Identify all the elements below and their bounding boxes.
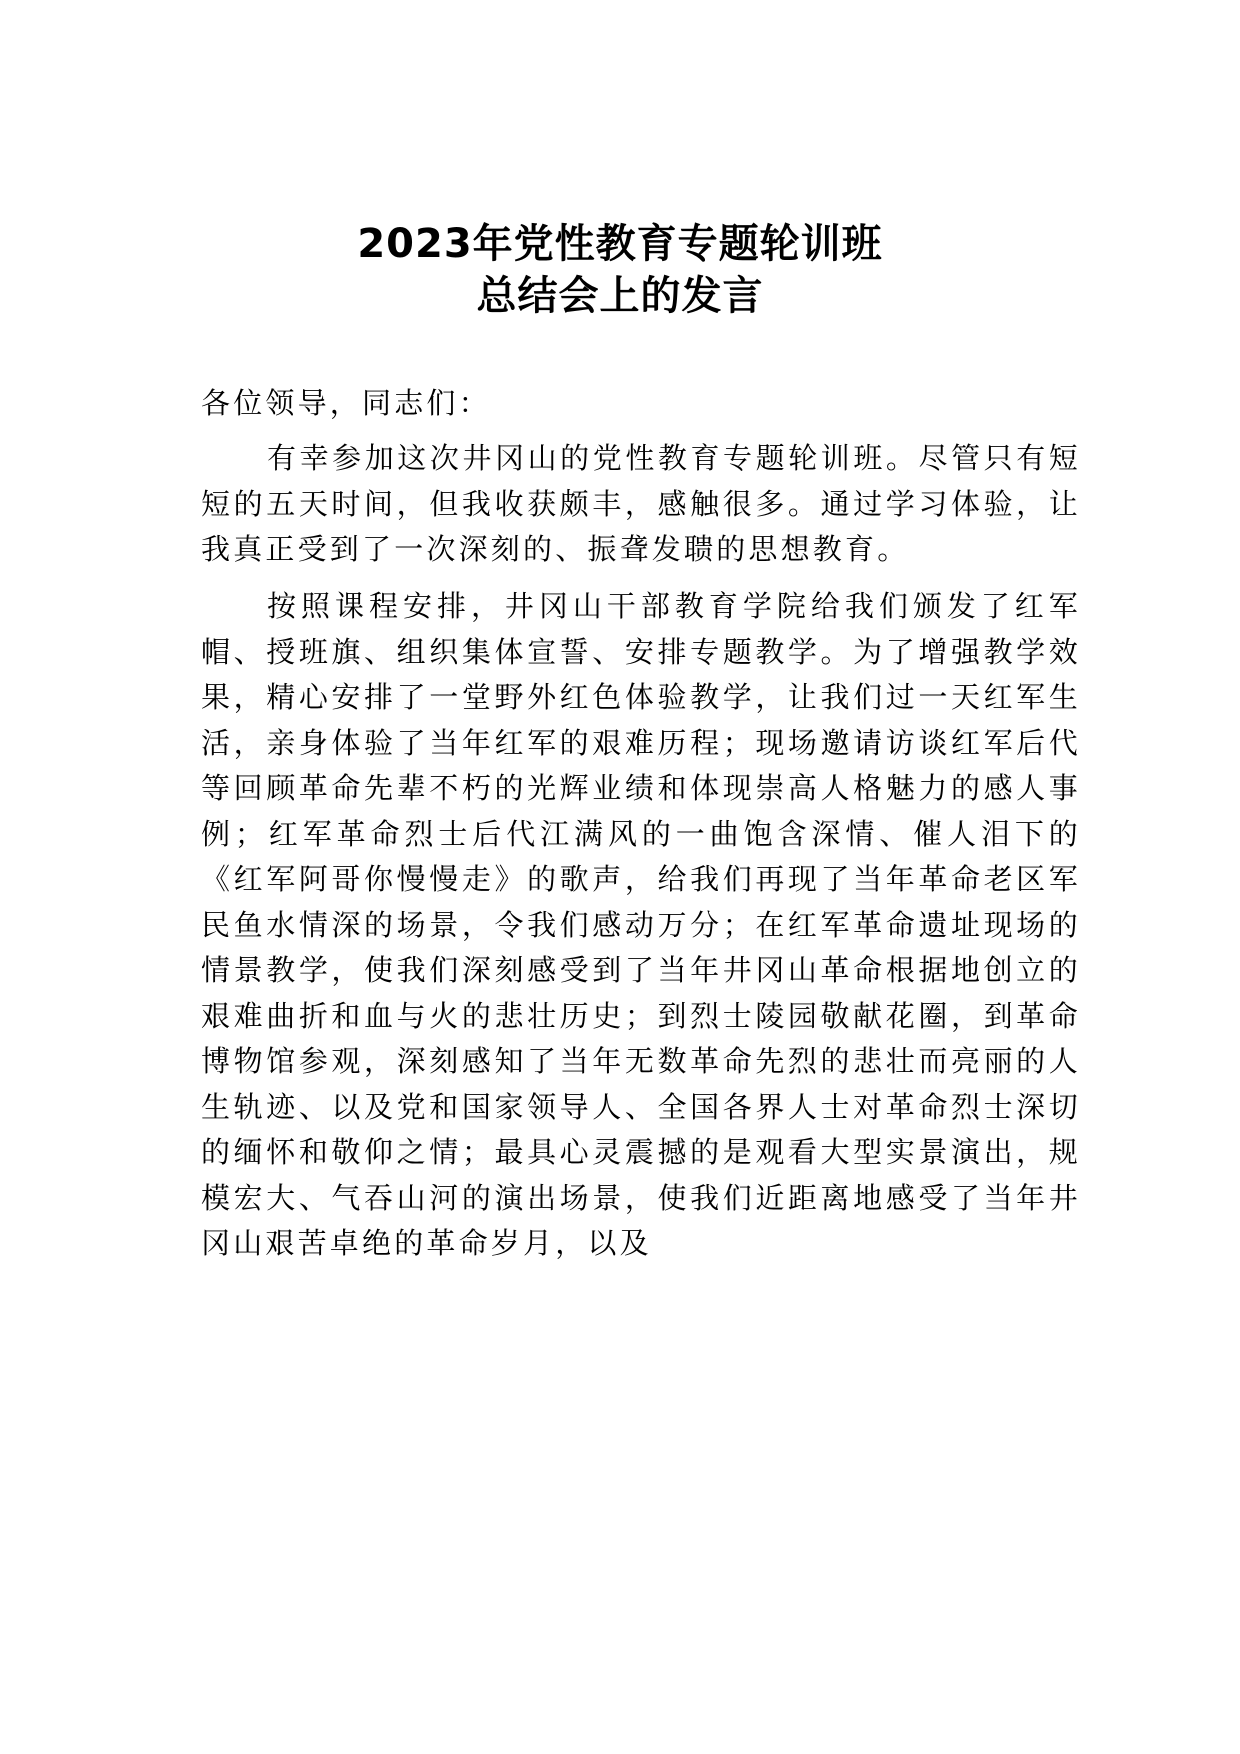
document-title-line-1: 2023年党性教育专题轮训班 — [357, 221, 883, 267]
salutation: 各位领导，同志们： — [201, 386, 491, 420]
paragraph-2: 按照课程安排，井冈山干部教育学院给我们颁发了红军帽、授班旗、组织集体宣誓、安排专题教学。为了增强教学效果，精心安排了一堂野外红色体验教学，让我们过一天红军生活，亲身体验了当年红军的艰难历程；现场邀请访谈红军后代等回顾革命先辈不朽的光辉业绩和体现崇高人格魅力的感人事例；红军革命烈士后代江满风的一曲饱含深情、催人泪下的《红军阿哥你慢慢走》的歌声，给我们再现了当年革命老区军民鱼水情深的场景，令我们感动万分；在红军革命遗址现场的情景教学，使我们深刻感受到了当年井冈山革命根据地创立的艰难曲折和血与火的悲壮历史；到烈士陵园敬献花圈，到革命博物馆参观，深刻感知了当年无数革命先烈的悲壮而亮丽的人生轨迹、以及党和国家领导人、全国各界人士对革命烈士深切的缅怀和敬仰之情；最具心灵震撼的是观看大型实景演出，规模宏大、气吞山河的演出场景，使我们近距离地感受了当年井冈山艰苦卓绝的革命岁月，以及 — [201, 589, 1081, 1260]
paragraph-1: 有幸参加这次井冈山的党性教育专题轮训班。尽管只有短短的五天时间，但我收获颇丰，感触很多。通过学习体验，让我真正受到了一次深刻的、振聋发聩的思想教育。 — [201, 441, 1081, 566]
document-title-line-2: 总结会上的发言 — [476, 273, 764, 319]
